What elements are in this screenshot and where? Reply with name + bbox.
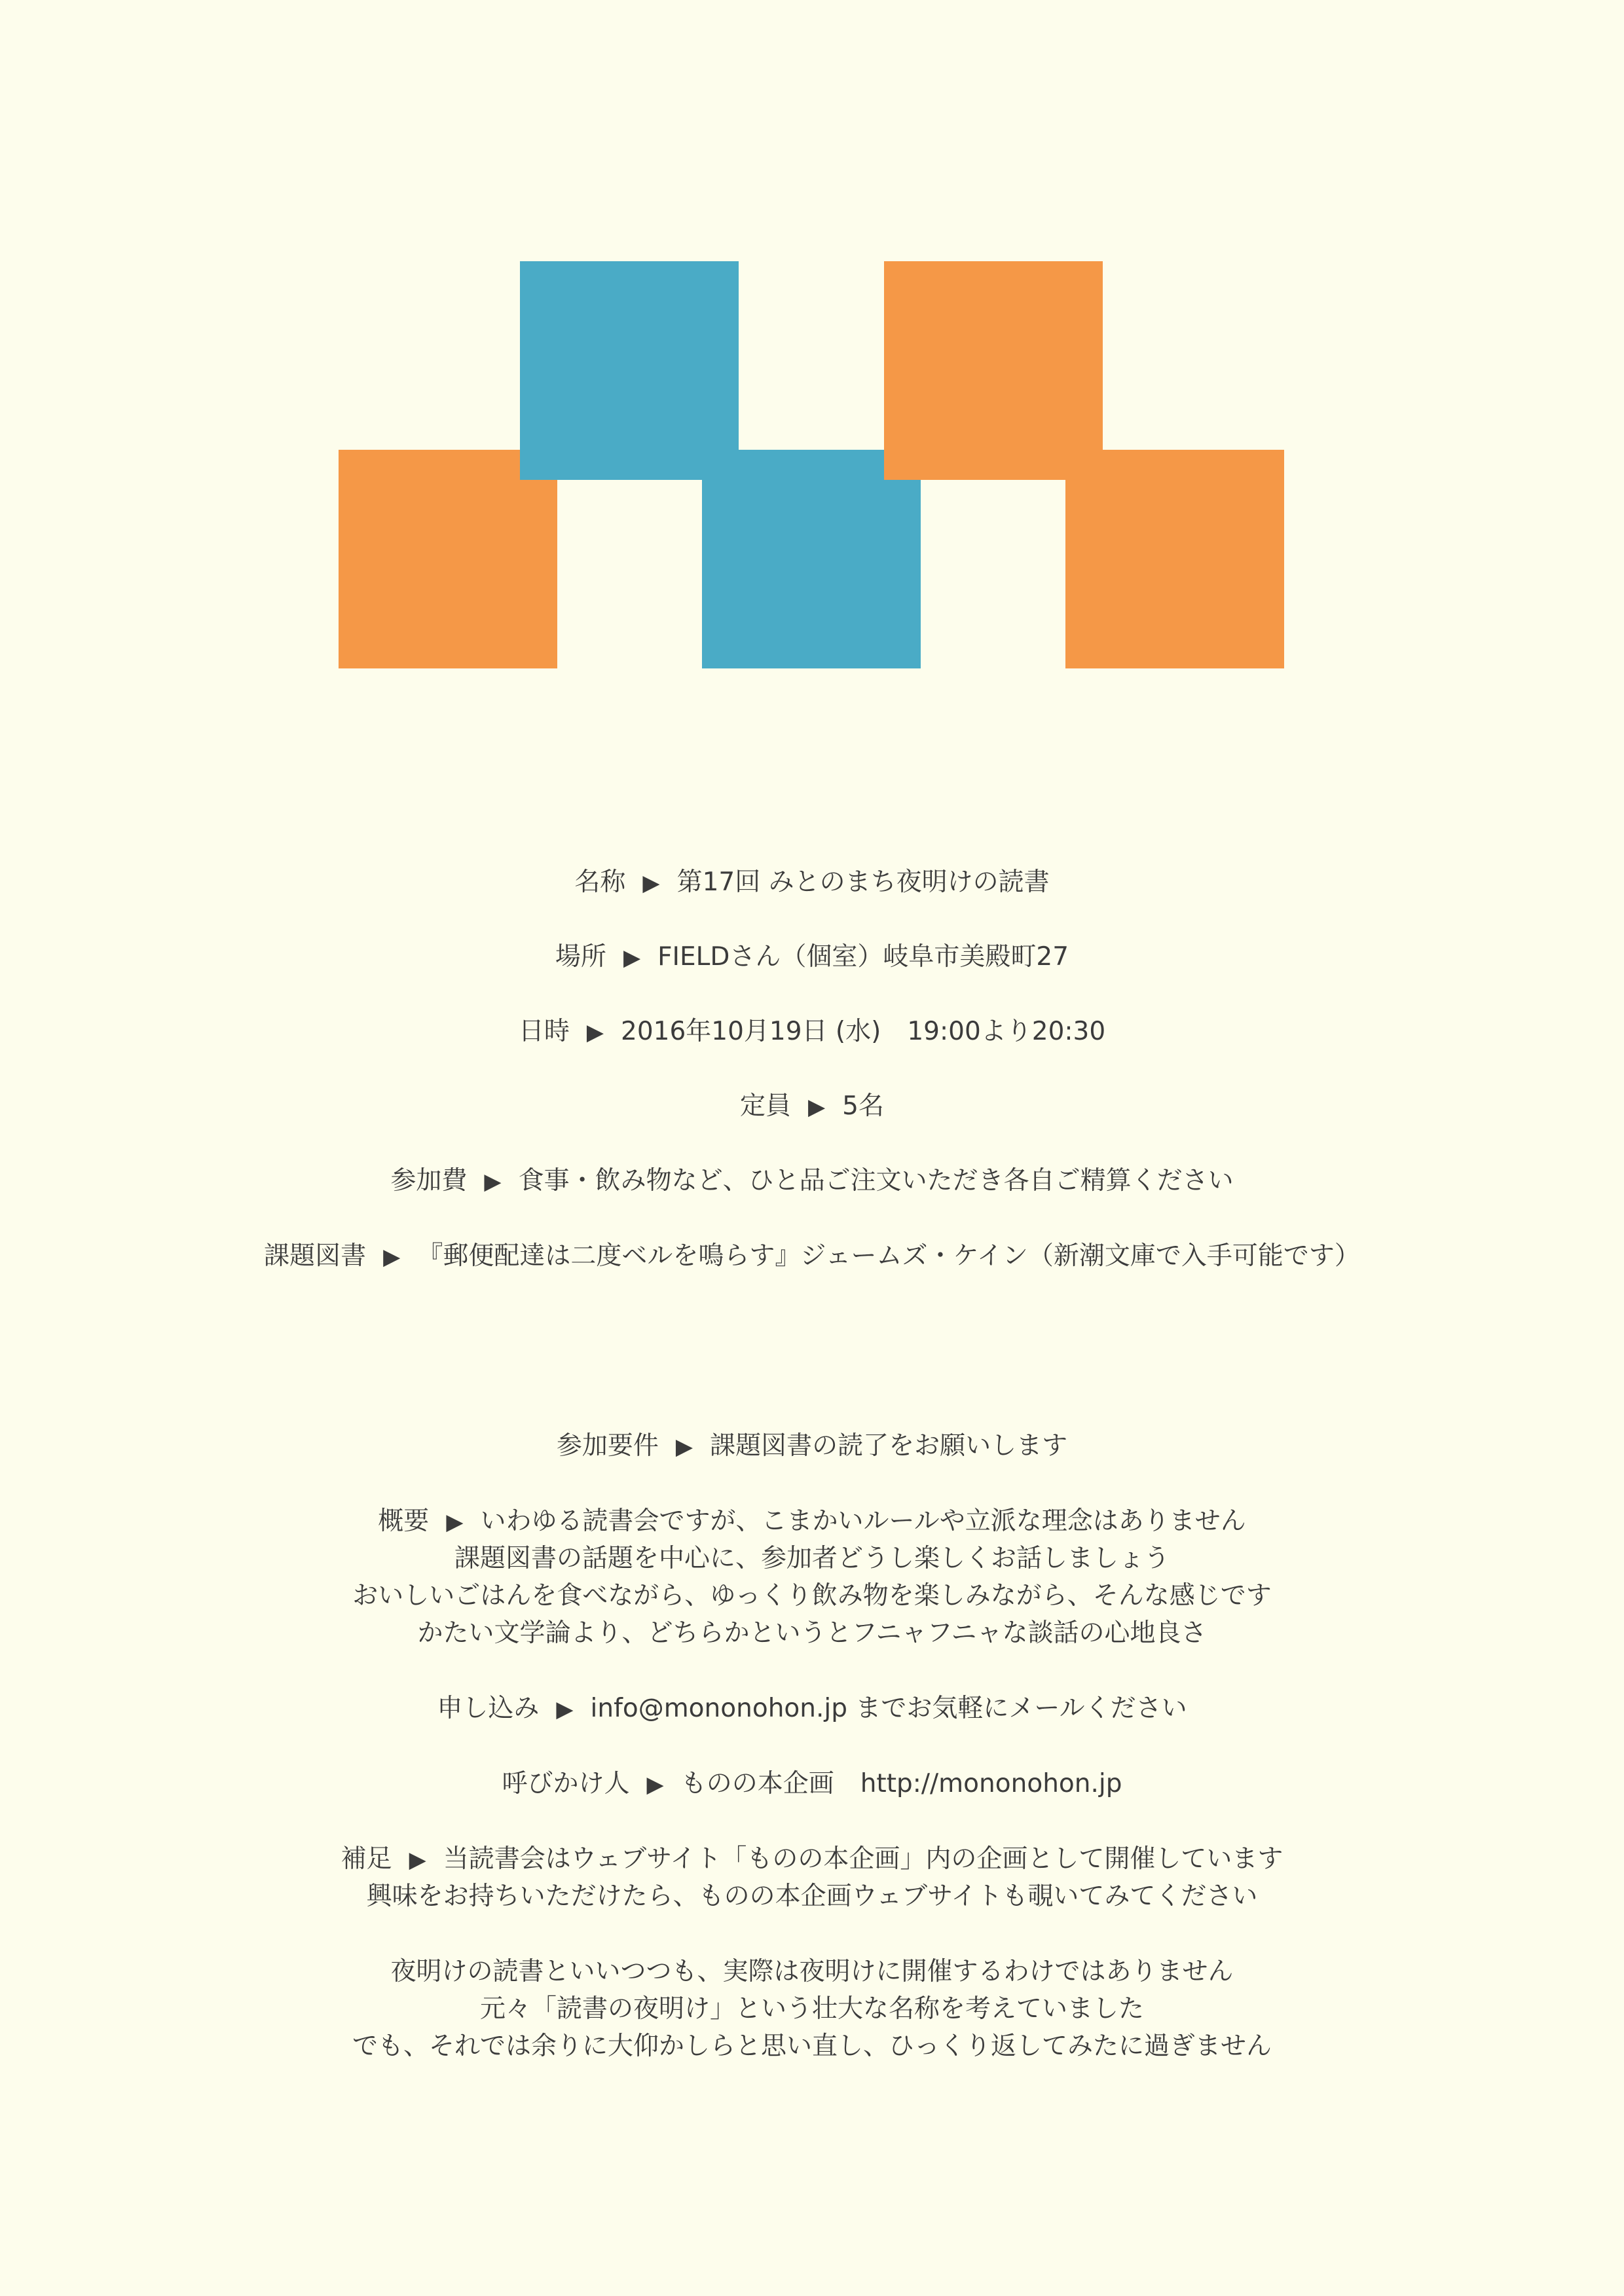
arrow-icon: ▶ — [646, 1772, 664, 1798]
arrow-icon: ▶ — [586, 1019, 604, 1046]
arrow-icon: ▶ — [675, 1434, 693, 1460]
fee-label: 参加費 — [390, 1166, 468, 1195]
info-fee-row — [0, 1162, 1624, 1201]
supplement-label: 補足 — [341, 1844, 392, 1874]
supplement-extra-line: 元々「読書の夜明け」という壮大な名称を考えていました — [479, 1994, 1144, 2024]
name-label: 名称 — [574, 867, 626, 897]
datetime-label: 日時 — [518, 1017, 570, 1046]
info-book-row — [0, 1237, 1624, 1276]
arrow-icon: ▶ — [623, 945, 641, 971]
capacity-label: 定員 — [740, 1091, 792, 1121]
requirement-label: 参加要件 — [556, 1431, 659, 1461]
requirement-row — [0, 1427, 1624, 1466]
arrow-icon: ▶ — [556, 1696, 574, 1722]
info-capacity-row — [0, 1087, 1624, 1126]
caller-label: 呼びかけ人 — [502, 1769, 630, 1798]
arrow-icon: ▶ — [409, 1847, 426, 1873]
fee-value: 食事・飲み物など、ひと品ご注文いただき各自ご精算ください — [518, 1166, 1234, 1195]
supplement-row — [0, 1840, 1624, 1879]
arrow-icon: ▶ — [808, 1094, 826, 1120]
info-name-row — [0, 864, 1624, 902]
overview-label: 概要 — [378, 1506, 430, 1536]
arrow-icon: ▶ — [446, 1509, 464, 1535]
place-label: 場所 — [555, 942, 606, 972]
arrow-icon: ▶ — [383, 1244, 401, 1270]
overview-line: おいしいごはんを食べながら、ゆっくり飲み物を楽しみながら、そんな感じです — [352, 1581, 1272, 1611]
capacity-value: 5名 — [842, 1091, 884, 1121]
supplement-line: 興味をお持ちいただけたら、ものの本企画ウェブサイトも覗いてみてください — [366, 1882, 1258, 1911]
datetime-time: 19:00より20:30 — [907, 1017, 1106, 1046]
place-value: FIELDさん（個室）岐阜市美殿町27 — [657, 942, 1069, 972]
supplement-line: 当読書会はウェブサイト「ものの本企画」内の企画として開催しています — [443, 1844, 1283, 1874]
logo-square-orange-upper-right — [884, 261, 1103, 480]
apply-value: info@mononohon.jp までお気軽にメールください — [590, 1694, 1187, 1723]
supplement-extra-line: 夜明けの読書といいつつも、実際は夜明けに開催するわけではありません — [390, 1957, 1234, 1986]
requirement-value: 課題図書の読了をお願いします — [710, 1431, 1068, 1461]
book-value: 『郵便配達は二度ベルを鳴らす』ジェームズ・ケイン（新潮文庫で入手可能です） — [417, 1241, 1360, 1271]
overview-line: かたい文学論より、どちらかというとフニャフニャな談話の心地良さ — [417, 1618, 1207, 1648]
info-datetime-row — [0, 1013, 1624, 1051]
apply-row — [0, 1690, 1624, 1728]
book-label: 課題図書 — [264, 1241, 367, 1271]
logo-square-orange-right — [1065, 450, 1284, 668]
datetime-date: 2016年10月19日 (水) — [621, 1017, 881, 1046]
supplement-extra-line: でも、それでは余りに大仰かしらと思い直し、ひっくり返してみたに過ぎません — [352, 2032, 1272, 2061]
caller-row — [0, 1765, 1624, 1804]
apply-label: 申し込み — [437, 1694, 540, 1723]
checker-logo — [0, 0, 1624, 720]
overview-line: いわゆる読書会ですが、こまかいルールや立派な理念はありません — [480, 1506, 1246, 1536]
name-value: 第17回 みとのまち夜明けの読書 — [676, 867, 1050, 897]
arrow-icon: ▶ — [484, 1169, 502, 1195]
overview-row — [0, 1503, 1624, 1541]
info-place-row — [0, 938, 1624, 977]
logo-square-blue-center — [702, 450, 921, 668]
overview-line: 課題図書の話題を中心に、参加者どうし楽しくお話しましょう — [454, 1544, 1170, 1573]
logo-square-orange-left — [339, 450, 557, 668]
caller-url[interactable]: http://mononohon.jp — [860, 1769, 1122, 1798]
logo-square-blue-upper-left — [520, 261, 739, 480]
caller-value: ものの本企画 — [680, 1769, 834, 1798]
arrow-icon: ▶ — [642, 870, 660, 896]
